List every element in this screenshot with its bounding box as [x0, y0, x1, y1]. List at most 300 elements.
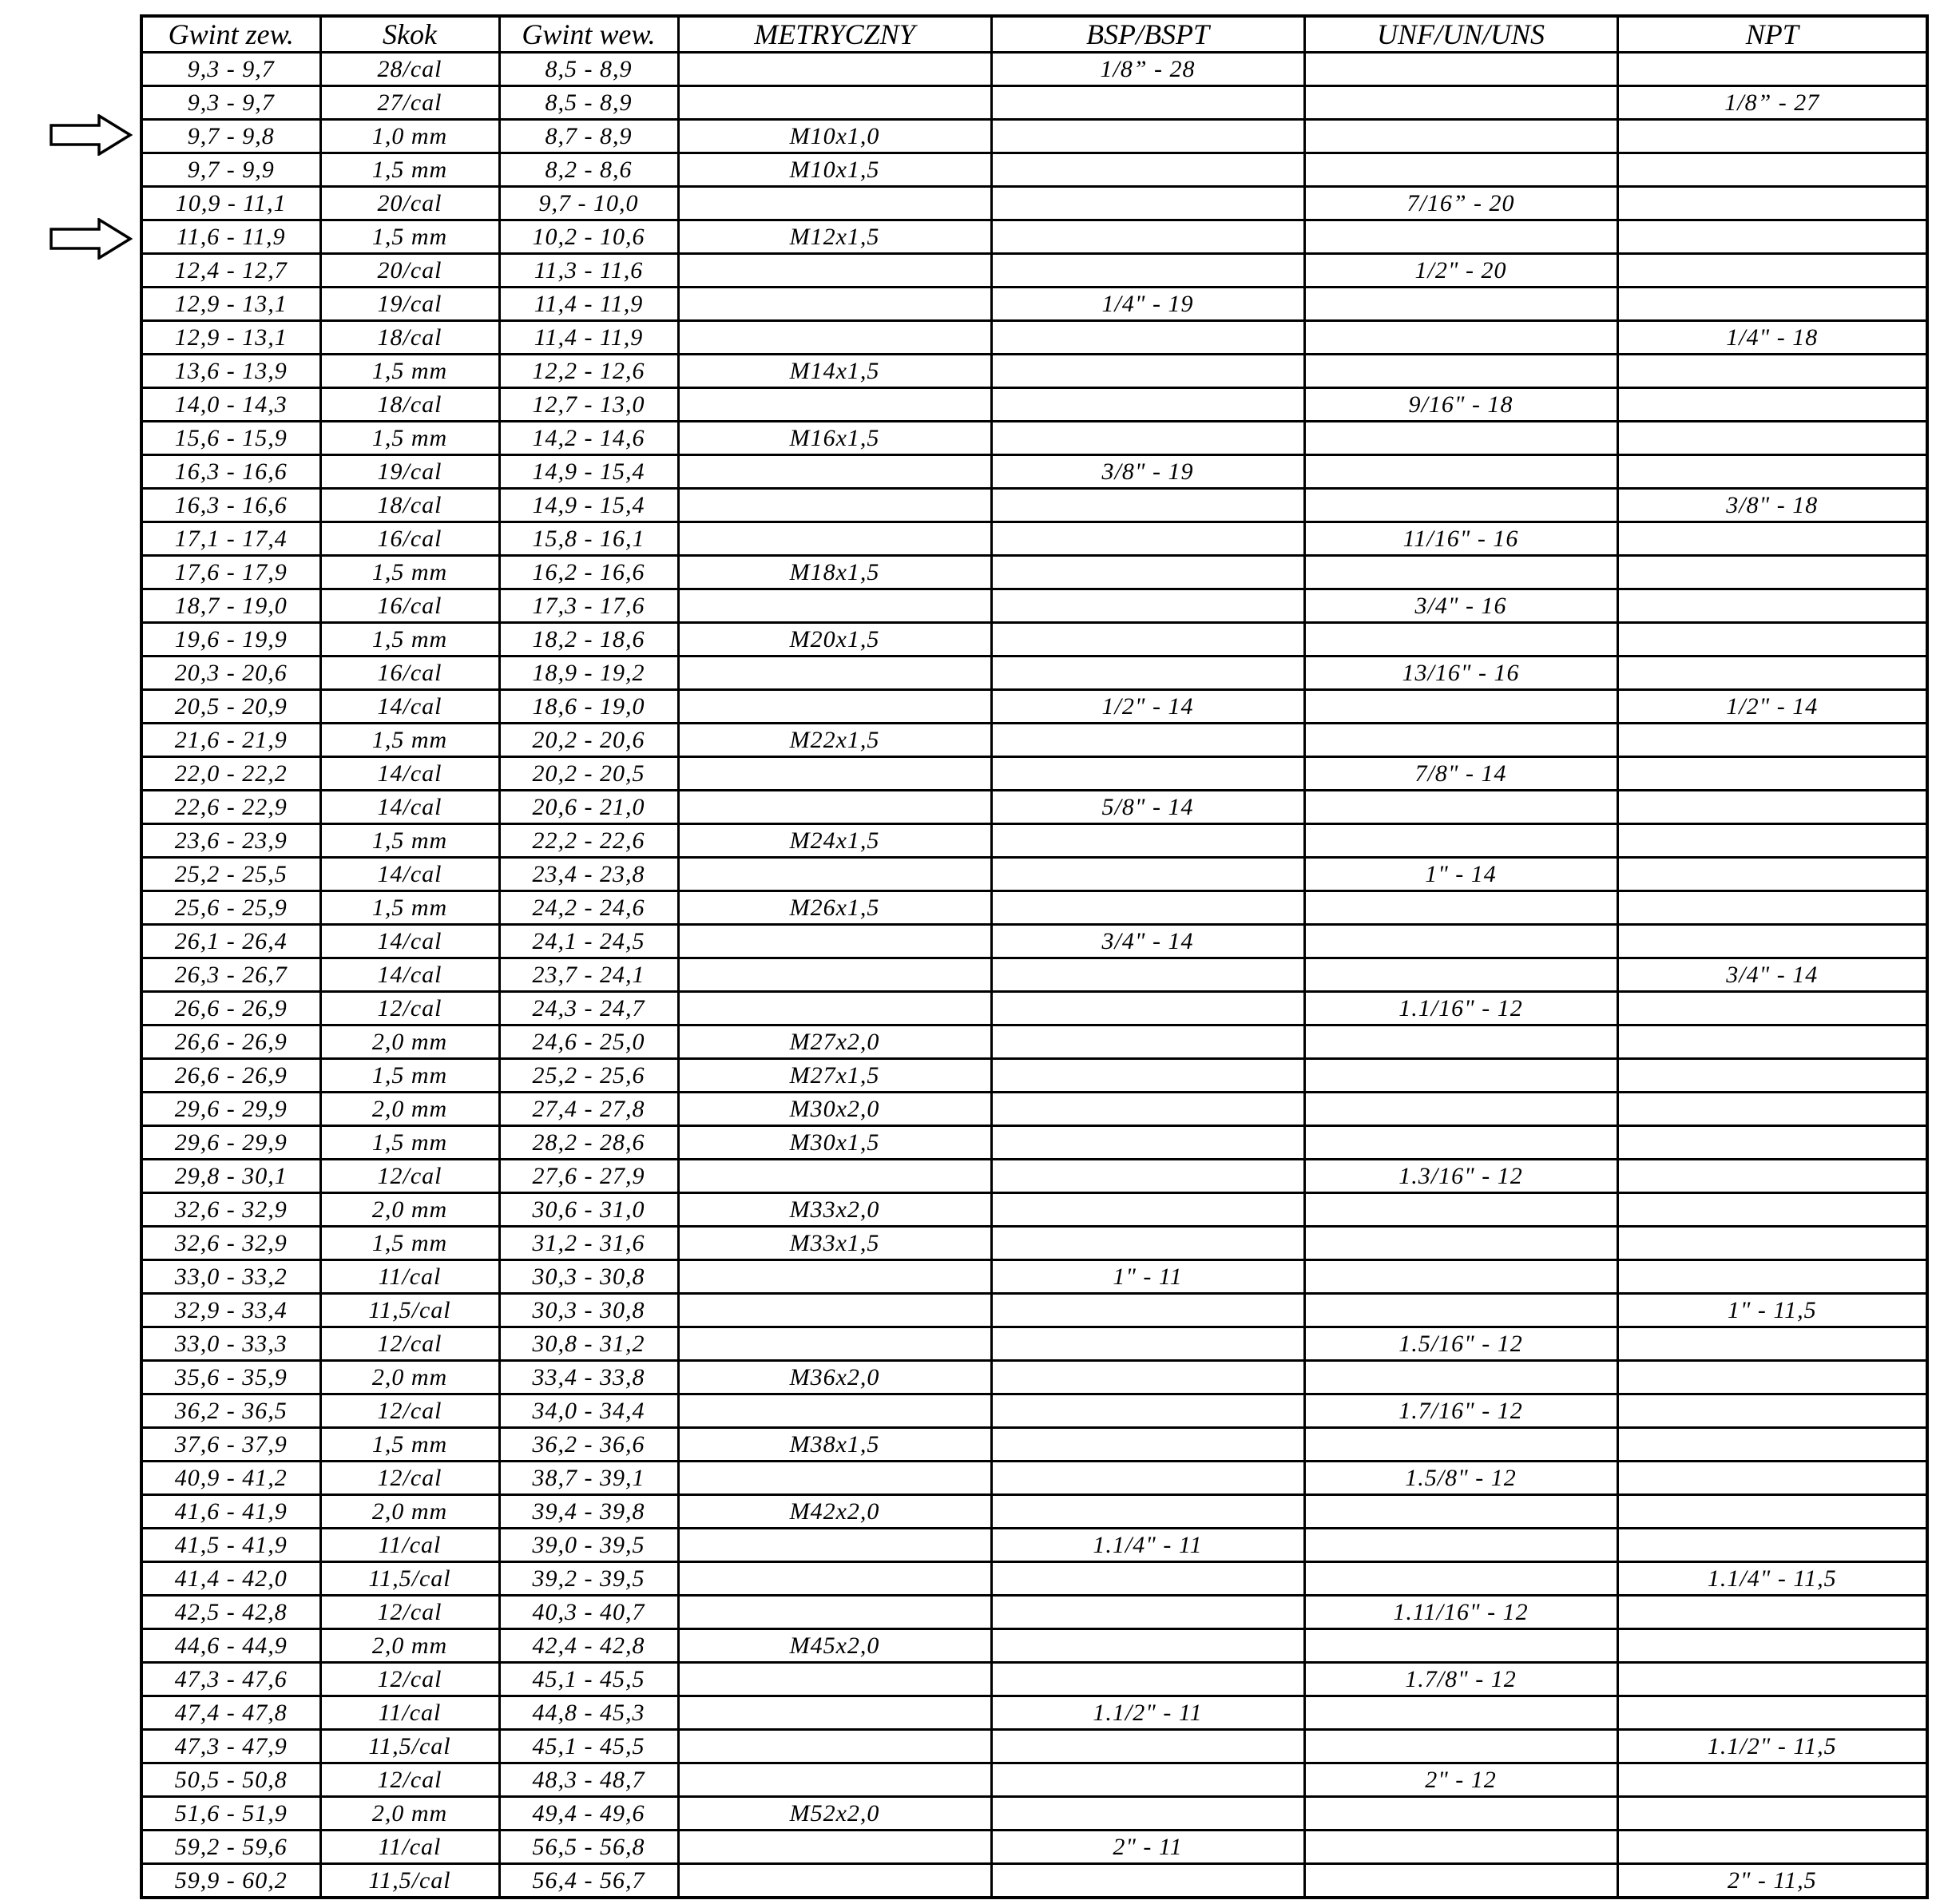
table-row — [141, 1193, 1927, 1227]
unf-cell — [1304, 1562, 1617, 1596]
pitch-cell: 1,5 mm — [320, 824, 499, 858]
internal-thread-cell: 20,6 - 21,0 — [499, 791, 678, 824]
internal-thread-cell: 38,7 - 39,1 — [499, 1462, 678, 1495]
npt-cell — [1617, 355, 1927, 388]
pitch-cell: 1,5 mm — [320, 1227, 499, 1260]
external-thread-cell: 22,0 - 22,2 — [141, 757, 320, 791]
pitch-cell: 14/cal — [320, 690, 499, 724]
bsp-cell — [991, 254, 1304, 288]
pitch-cell: 1,5 mm — [320, 355, 499, 388]
metric-cell — [678, 1462, 991, 1495]
metric-cell — [678, 254, 991, 288]
npt-cell: 2" - 11,5 — [1617, 1864, 1927, 1898]
pitch-cell: 1,5 mm — [320, 220, 499, 254]
internal-thread-cell: 11,4 - 11,9 — [499, 321, 678, 355]
bsp-cell — [991, 623, 1304, 656]
table-row — [141, 958, 1927, 992]
internal-thread-cell: 10,2 - 10,6 — [499, 220, 678, 254]
bsp-cell — [991, 1394, 1304, 1428]
npt-cell: 1.1/4" - 11,5 — [1617, 1562, 1927, 1596]
external-thread-cell: 25,6 - 25,9 — [141, 891, 320, 925]
bsp-cell — [991, 589, 1304, 623]
pitch-cell: 19/cal — [320, 455, 499, 489]
metric-cell: M45x2,0 — [678, 1629, 991, 1663]
table-row — [141, 1730, 1927, 1763]
pitch-cell: 2,0 mm — [320, 1193, 499, 1227]
pitch-cell: 11/cal — [320, 1529, 499, 1562]
pitch-cell: 2,0 mm — [320, 1361, 499, 1394]
external-thread-cell: 12,4 - 12,7 — [141, 254, 320, 288]
npt-cell — [1617, 422, 1927, 455]
external-thread-cell: 50,5 - 50,8 — [141, 1763, 320, 1797]
metric-cell — [678, 1831, 991, 1864]
external-thread-cell: 17,1 - 17,4 — [141, 522, 320, 556]
bsp-cell — [991, 388, 1304, 422]
bsp-cell — [991, 1294, 1304, 1327]
unf-cell — [1304, 1730, 1617, 1763]
internal-thread-cell: 8,5 - 8,9 — [499, 53, 678, 86]
pitch-cell: 16/cal — [320, 522, 499, 556]
table-row — [141, 1629, 1927, 1663]
unf-cell — [1304, 86, 1617, 120]
npt-cell — [1617, 1327, 1927, 1361]
npt-cell — [1617, 1193, 1927, 1227]
external-thread-cell: 47,3 - 47,9 — [141, 1730, 320, 1763]
external-thread-cell: 59,2 - 59,6 — [141, 1831, 320, 1864]
npt-cell — [1617, 1663, 1927, 1696]
table-row — [141, 1361, 1927, 1394]
external-thread-cell: 18,7 - 19,0 — [141, 589, 320, 623]
table-row — [141, 455, 1927, 489]
metric-cell — [678, 1294, 991, 1327]
npt-cell — [1617, 1763, 1927, 1797]
unf-cell — [1304, 1361, 1617, 1394]
table-row — [141, 1529, 1927, 1562]
npt-cell — [1617, 891, 1927, 925]
table-row — [141, 1227, 1927, 1260]
internal-thread-cell: 30,3 - 30,8 — [499, 1260, 678, 1294]
unf-cell — [1304, 623, 1617, 656]
pitch-cell: 12/cal — [320, 1394, 499, 1428]
bsp-cell — [991, 120, 1304, 153]
pitch-cell: 12/cal — [320, 1462, 499, 1495]
bsp-cell — [991, 1797, 1304, 1831]
table-row — [141, 858, 1927, 891]
pitch-cell: 11/cal — [320, 1696, 499, 1730]
external-thread-cell: 9,3 - 9,7 — [141, 53, 320, 86]
npt-cell — [1617, 757, 1927, 791]
external-thread-cell: 44,6 - 44,9 — [141, 1629, 320, 1663]
metric-cell — [678, 1864, 991, 1898]
npt-cell — [1617, 187, 1927, 220]
unf-cell: 9/16" - 18 — [1304, 388, 1617, 422]
internal-thread-cell: 18,6 - 19,0 — [499, 690, 678, 724]
metric-cell: M22x1,5 — [678, 724, 991, 757]
external-thread-cell: 33,0 - 33,2 — [141, 1260, 320, 1294]
unf-cell: 1.7/8" - 12 — [1304, 1663, 1617, 1696]
metric-cell: M52x2,0 — [678, 1797, 991, 1831]
internal-thread-cell: 24,2 - 24,6 — [499, 891, 678, 925]
unf-cell — [1304, 288, 1617, 321]
bsp-cell: 1/8” - 28 — [991, 53, 1304, 86]
unf-cell — [1304, 321, 1617, 355]
bsp-cell — [991, 1596, 1304, 1629]
table-row — [141, 153, 1927, 187]
metric-cell — [678, 1327, 991, 1361]
table-row — [141, 1025, 1927, 1059]
pitch-cell: 12/cal — [320, 1663, 499, 1696]
external-thread-cell: 10,9 - 11,1 — [141, 187, 320, 220]
header-bsp: BSP/BSPT — [991, 16, 1304, 53]
table-row — [141, 656, 1927, 690]
table-row — [141, 120, 1927, 153]
internal-thread-cell: 14,9 - 15,4 — [499, 489, 678, 522]
internal-thread-cell: 14,2 - 14,6 — [499, 422, 678, 455]
header-internal-thread: Gwint wew. — [499, 16, 678, 53]
internal-thread-cell: 8,2 - 8,6 — [499, 153, 678, 187]
internal-thread-cell: 28,2 - 28,6 — [499, 1126, 678, 1160]
internal-thread-cell: 8,5 - 8,9 — [499, 86, 678, 120]
unf-cell: 1/2" - 20 — [1304, 254, 1617, 288]
table-row — [141, 1596, 1927, 1629]
pitch-cell: 14/cal — [320, 925, 499, 958]
internal-thread-cell: 42,4 - 42,8 — [499, 1629, 678, 1663]
pitch-cell: 12/cal — [320, 1596, 499, 1629]
metric-cell: M24x1,5 — [678, 824, 991, 858]
external-thread-cell: 51,6 - 51,9 — [141, 1797, 320, 1831]
pitch-cell: 12/cal — [320, 992, 499, 1025]
npt-cell: 1/4" - 18 — [1617, 321, 1927, 355]
external-thread-cell: 20,3 - 20,6 — [141, 656, 320, 690]
internal-thread-cell: 36,2 - 36,6 — [499, 1428, 678, 1462]
bsp-cell — [991, 556, 1304, 589]
unf-cell — [1304, 1864, 1617, 1898]
npt-cell: 1" - 11,5 — [1617, 1294, 1927, 1327]
internal-thread-cell: 39,4 - 39,8 — [499, 1495, 678, 1529]
external-thread-cell: 11,6 - 11,9 — [141, 220, 320, 254]
metric-cell: M12x1,5 — [678, 220, 991, 254]
npt-cell — [1617, 1462, 1927, 1495]
external-thread-cell: 59,9 - 60,2 — [141, 1864, 320, 1898]
internal-thread-cell: 17,3 - 17,6 — [499, 589, 678, 623]
table-row — [141, 1126, 1927, 1160]
unf-cell — [1304, 891, 1617, 925]
npt-cell — [1617, 824, 1927, 858]
bsp-cell — [991, 958, 1304, 992]
metric-cell — [678, 589, 991, 623]
metric-cell — [678, 757, 991, 791]
external-thread-cell: 17,6 - 17,9 — [141, 556, 320, 589]
metric-cell: M14x1,5 — [678, 355, 991, 388]
header-external-thread: Gwint zew. — [141, 16, 320, 53]
npt-cell: 1.1/2" - 11,5 — [1617, 1730, 1927, 1763]
internal-thread-cell: 27,6 - 27,9 — [499, 1160, 678, 1193]
table-row — [141, 1327, 1927, 1361]
pitch-cell: 11,5/cal — [320, 1864, 499, 1898]
header-metric: METRYCZNY — [678, 16, 991, 53]
npt-cell — [1617, 1428, 1927, 1462]
table-row — [141, 992, 1927, 1025]
npt-cell — [1617, 1629, 1927, 1663]
external-thread-cell: 20,5 - 20,9 — [141, 690, 320, 724]
external-thread-cell: 35,6 - 35,9 — [141, 1361, 320, 1394]
metric-cell — [678, 1529, 991, 1562]
unf-cell — [1304, 824, 1617, 858]
header-pitch: Skok — [320, 16, 499, 53]
pitch-cell: 18/cal — [320, 321, 499, 355]
unf-cell — [1304, 556, 1617, 589]
unf-cell — [1304, 220, 1617, 254]
internal-thread-cell: 45,1 - 45,5 — [499, 1730, 678, 1763]
unf-cell — [1304, 1260, 1617, 1294]
pitch-cell: 28/cal — [320, 53, 499, 86]
bsp-cell — [991, 1864, 1304, 1898]
unf-cell: 13/16" - 16 — [1304, 656, 1617, 690]
pitch-cell: 2,0 mm — [320, 1093, 499, 1126]
unf-cell — [1304, 422, 1617, 455]
external-thread-cell: 29,6 - 29,9 — [141, 1126, 320, 1160]
metric-cell — [678, 958, 991, 992]
metric-cell — [678, 858, 991, 891]
metric-cell — [678, 53, 991, 86]
npt-cell: 3/8" - 18 — [1617, 489, 1927, 522]
table-row — [141, 220, 1927, 254]
unf-cell: 1" - 14 — [1304, 858, 1617, 891]
external-thread-cell: 33,0 - 33,3 — [141, 1327, 320, 1361]
unf-cell — [1304, 925, 1617, 958]
table-row — [141, 187, 1927, 220]
external-thread-cell: 22,6 - 22,9 — [141, 791, 320, 824]
npt-cell — [1617, 1160, 1927, 1193]
table-row — [141, 925, 1927, 958]
bsp-cell — [991, 1361, 1304, 1394]
pitch-cell: 12/cal — [320, 1160, 499, 1193]
npt-cell — [1617, 1394, 1927, 1428]
npt-cell — [1617, 1596, 1927, 1629]
npt-cell: 1/8” - 27 — [1617, 86, 1927, 120]
internal-thread-cell: 11,3 - 11,6 — [499, 254, 678, 288]
metric-cell: M38x1,5 — [678, 1428, 991, 1462]
metric-cell — [678, 388, 991, 422]
unf-cell — [1304, 1629, 1617, 1663]
bsp-cell — [991, 1059, 1304, 1093]
metric-cell — [678, 1160, 991, 1193]
bsp-cell — [991, 1629, 1304, 1663]
metric-cell — [678, 1260, 991, 1294]
external-thread-cell: 25,2 - 25,5 — [141, 858, 320, 891]
internal-thread-cell: 23,7 - 24,1 — [499, 958, 678, 992]
bsp-cell — [991, 1025, 1304, 1059]
external-thread-cell: 40,9 - 41,2 — [141, 1462, 320, 1495]
pitch-cell: 12/cal — [320, 1763, 499, 1797]
npt-cell: 3/4" - 14 — [1617, 958, 1927, 992]
table-row — [141, 288, 1927, 321]
unf-cell — [1304, 1093, 1617, 1126]
npt-cell — [1617, 623, 1927, 656]
unf-cell — [1304, 355, 1617, 388]
npt-cell — [1617, 1126, 1927, 1160]
metric-cell: M16x1,5 — [678, 422, 991, 455]
external-thread-cell: 9,7 - 9,9 — [141, 153, 320, 187]
internal-thread-cell: 49,4 - 49,6 — [499, 1797, 678, 1831]
table-row — [141, 1462, 1927, 1495]
pitch-cell: 14/cal — [320, 791, 499, 824]
table-row — [141, 1495, 1927, 1529]
unf-cell: 1.5/16" - 12 — [1304, 1327, 1617, 1361]
table-row — [141, 1428, 1927, 1462]
metric-cell: M26x1,5 — [678, 891, 991, 925]
external-thread-cell: 13,6 - 13,9 — [141, 355, 320, 388]
metric-cell — [678, 489, 991, 522]
npt-cell — [1617, 254, 1927, 288]
bsp-cell — [991, 422, 1304, 455]
internal-thread-cell: 12,2 - 12,6 — [499, 355, 678, 388]
metric-cell — [678, 321, 991, 355]
npt-cell — [1617, 1260, 1927, 1294]
table-row — [141, 623, 1927, 656]
internal-thread-cell: 18,2 - 18,6 — [499, 623, 678, 656]
internal-thread-cell: 24,1 - 24,5 — [499, 925, 678, 958]
unf-cell — [1304, 1831, 1617, 1864]
external-thread-cell: 19,6 - 19,9 — [141, 623, 320, 656]
table-row — [141, 1160, 1927, 1193]
npt-cell — [1617, 724, 1927, 757]
unf-cell — [1304, 690, 1617, 724]
external-thread-cell: 9,7 - 9,8 — [141, 120, 320, 153]
bsp-cell — [991, 656, 1304, 690]
npt-cell — [1617, 992, 1927, 1025]
unf-cell — [1304, 153, 1617, 187]
unf-cell — [1304, 791, 1617, 824]
bsp-cell — [991, 824, 1304, 858]
internal-thread-cell: 20,2 - 20,6 — [499, 724, 678, 757]
pitch-cell: 1,5 mm — [320, 1059, 499, 1093]
unf-cell — [1304, 455, 1617, 489]
pitch-cell: 11/cal — [320, 1260, 499, 1294]
metric-cell — [678, 925, 991, 958]
unf-cell — [1304, 1193, 1617, 1227]
table-row — [141, 1294, 1927, 1327]
internal-thread-cell: 56,5 - 56,8 — [499, 1831, 678, 1864]
unf-cell — [1304, 1428, 1617, 1462]
metric-cell: M10x1,0 — [678, 120, 991, 153]
external-thread-cell: 16,3 - 16,6 — [141, 455, 320, 489]
header-row — [141, 16, 1927, 53]
npt-cell — [1617, 1797, 1927, 1831]
internal-thread-cell: 56,4 - 56,7 — [499, 1864, 678, 1898]
unf-cell — [1304, 1025, 1617, 1059]
internal-thread-cell: 15,8 - 16,1 — [499, 522, 678, 556]
internal-thread-cell: 25,2 - 25,6 — [499, 1059, 678, 1093]
external-thread-cell: 42,5 - 42,8 — [141, 1596, 320, 1629]
bsp-cell: 5/8" - 14 — [991, 791, 1304, 824]
external-thread-cell: 26,6 - 26,9 — [141, 992, 320, 1025]
internal-thread-cell: 39,0 - 39,5 — [499, 1529, 678, 1562]
npt-cell — [1617, 455, 1927, 489]
metric-cell — [678, 1730, 991, 1763]
internal-thread-cell: 22,2 - 22,6 — [499, 824, 678, 858]
bsp-cell — [991, 321, 1304, 355]
table-row — [141, 724, 1927, 757]
external-thread-cell: 41,6 - 41,9 — [141, 1495, 320, 1529]
bsp-cell: 1/4" - 19 — [991, 288, 1304, 321]
table-row — [141, 891, 1927, 925]
internal-thread-cell: 30,6 - 31,0 — [499, 1193, 678, 1227]
internal-thread-cell: 16,2 - 16,6 — [499, 556, 678, 589]
pitch-cell: 1,5 mm — [320, 153, 499, 187]
internal-thread-cell: 40,3 - 40,7 — [499, 1596, 678, 1629]
pitch-cell: 1,5 mm — [320, 422, 499, 455]
pitch-cell: 11/cal — [320, 1831, 499, 1864]
unf-cell — [1304, 1059, 1617, 1093]
npt-cell — [1617, 1696, 1927, 1730]
external-thread-cell: 26,1 - 26,4 — [141, 925, 320, 958]
internal-thread-cell: 33,4 - 33,8 — [499, 1361, 678, 1394]
metric-cell — [678, 1394, 991, 1428]
bsp-cell: 1.1/4" - 11 — [991, 1529, 1304, 1562]
internal-thread-cell: 27,4 - 27,8 — [499, 1093, 678, 1126]
external-thread-cell: 37,6 - 37,9 — [141, 1428, 320, 1462]
metric-cell — [678, 1562, 991, 1596]
external-thread-cell: 32,6 - 32,9 — [141, 1227, 320, 1260]
metric-cell: M10x1,5 — [678, 153, 991, 187]
metric-cell: M33x2,0 — [678, 1193, 991, 1227]
table-row — [141, 1394, 1927, 1428]
internal-thread-cell: 8,7 - 8,9 — [499, 120, 678, 153]
external-thread-cell: 29,8 - 30,1 — [141, 1160, 320, 1193]
unf-cell: 7/8" - 14 — [1304, 757, 1617, 791]
metric-cell: M27x2,0 — [678, 1025, 991, 1059]
unf-cell — [1304, 1696, 1617, 1730]
npt-cell — [1617, 220, 1927, 254]
metric-cell — [678, 656, 991, 690]
internal-thread-cell: 24,6 - 25,0 — [499, 1025, 678, 1059]
table-row — [141, 86, 1927, 120]
table-row — [141, 355, 1927, 388]
pitch-cell: 14/cal — [320, 958, 499, 992]
external-thread-cell: 36,2 - 36,5 — [141, 1394, 320, 1428]
table-row — [141, 824, 1927, 858]
bsp-cell — [991, 1193, 1304, 1227]
internal-thread-cell: 9,7 - 10,0 — [499, 187, 678, 220]
metric-cell — [678, 1763, 991, 1797]
bsp-cell — [991, 489, 1304, 522]
unf-cell — [1304, 120, 1617, 153]
table-row — [141, 388, 1927, 422]
external-thread-cell: 26,6 - 26,9 — [141, 1059, 320, 1093]
pitch-cell: 2,0 mm — [320, 1025, 499, 1059]
external-thread-cell: 21,6 - 21,9 — [141, 724, 320, 757]
metric-cell: M42x2,0 — [678, 1495, 991, 1529]
external-thread-cell: 29,6 - 29,9 — [141, 1093, 320, 1126]
pitch-cell: 1,5 mm — [320, 891, 499, 925]
external-thread-cell: 32,6 - 32,9 — [141, 1193, 320, 1227]
metric-cell: M27x1,5 — [678, 1059, 991, 1093]
table-row — [141, 1059, 1927, 1093]
npt-cell — [1617, 1059, 1927, 1093]
npt-cell — [1617, 925, 1927, 958]
unf-cell — [1304, 1126, 1617, 1160]
pitch-cell: 1,5 mm — [320, 724, 499, 757]
npt-cell — [1617, 791, 1927, 824]
internal-thread-cell: 14,9 - 15,4 — [499, 455, 678, 489]
bsp-cell — [991, 1126, 1304, 1160]
pitch-cell: 14/cal — [320, 858, 499, 891]
external-thread-cell: 41,4 - 42,0 — [141, 1562, 320, 1596]
table-row — [141, 1260, 1927, 1294]
internal-thread-cell: 45,1 - 45,5 — [499, 1663, 678, 1696]
unf-cell — [1304, 1294, 1617, 1327]
